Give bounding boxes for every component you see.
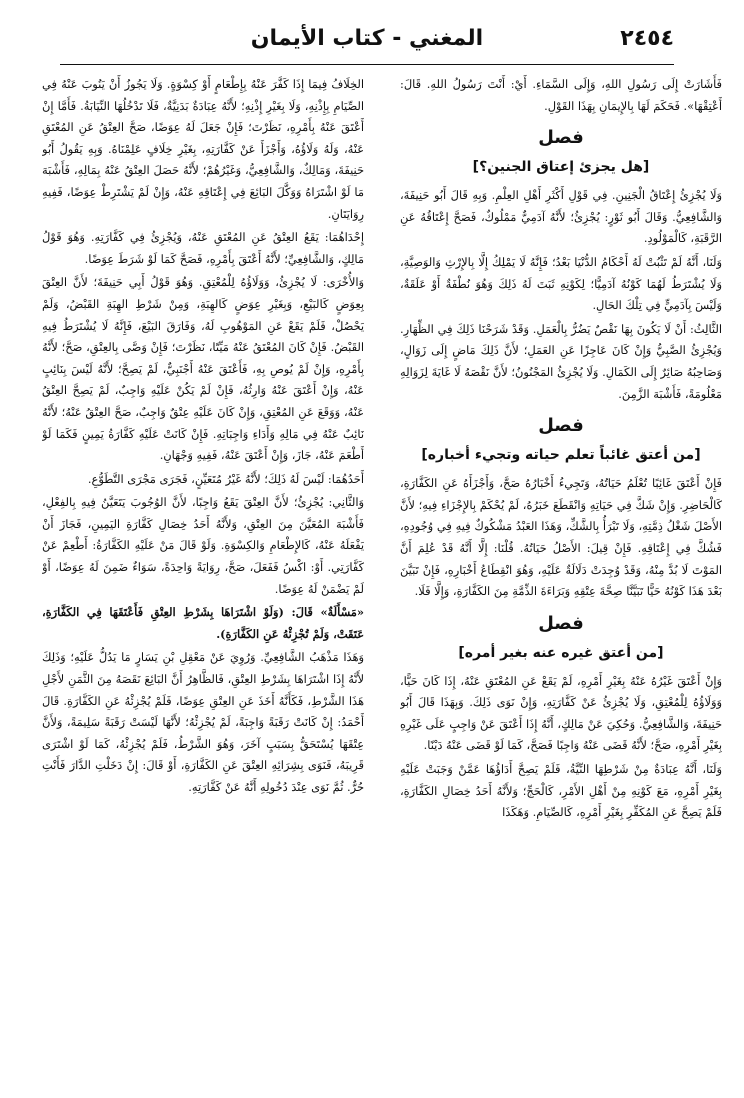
section-heading: فصل: [538, 415, 584, 437]
paragraph: وَالثَّانِي: يُجْزِئُ؛ لأَنَّ العِتْقَ يَقَعُ وَاجِبًا، لأَنَّ الوُجُوبَ يَتَعَيَّنُ فِيهِ بِالفِعْلِ، فَأَشْبَهَ المُعَيَّنَ مِنَ العِتْقِ، وَلأَنَّهُ أَحَدُ خِصَالِ كَفَّارَةِ اليَمِينِ، فَجَازَ أَنْ يَفْعَلَهُ عَنْهُ، كَالإِطْعَامِ وَالكِسْوَةِ. وَلَوْ قَالَ مَنْ عَلَيْهِ الكَفَّارَةُ: أَطْعِمْ عَنْ كَفَّارَتِي. أَوْ: اكْسُ فَفَعَلَ، صَحَّ، رِوَايَةً وَاحِدَةً، سَوَاءٌ ضَمِنَ لَهُ عِوَضًا، أَوْ لَمْ يَضْمَنْ لَهُ عِوَضًا.: [42, 495, 364, 596]
paragraph: إِحْدَاهُمَا: يَقَعُ العِتْقُ عَنِ المُعْتَقِ عَنْهُ، وَيُجْزِئُ فِي كَفَّارَتِهِ. وَهُوَ قَوْلُ مَالِكٍ، وَالشَّافِعِيِّ؛ لأَنَّهُ أَعْتَقَ بِأَمْرِهِ، فَصَحَّ كَمَا لَوْ شَرَطَ عِوَضًا.: [42, 230, 364, 266]
masala-heading: «مَسْأَلَةٌ» قَالَ: (وَلَوْ اشْتَرَاهَا بِشَرْطِ العِتْقِ فَأَعْتَقَهَا فِي الكَفَّارَةِ، عَتَقَتْ، وَلَمْ تُجْزِئْهُ عَنِ الكَفَّارَةِ).: [42, 605, 364, 641]
page-header: [60, 22, 674, 65]
paragraph: أَحَدُهُمَا: لَيْسَ لَهُ ذَلِكَ؛ لأَنَّهُ غَيْرُ مُتَعَيِّنٍ، فَجَرَى مَجْرَى التَّطَوُّعِ.: [87, 471, 364, 486]
section-title: [من أعتق غائباً تعلم حياته وتجيء أخباره]: [421, 447, 701, 464]
section-title: [من أعتق غيره عنه بغير أمره]: [458, 644, 664, 661]
running-head-title: المغني - كتاب الأيمان: [250, 26, 484, 51]
paragraph: فَإِنْ أَعْتَقَ غَائِبًا تُعْلَمُ حَيَاتُهُ، وَتَجِيءُ أَخْبَارُهُ صَحَّ، وَأَجْزَأَهُ عَنِ الكَفَّارَةِ، كَالْحَاضِرِ. وَإِنْ شَكَّ فِي حَيَاتِهِ وَانْقَطَعَ خَبَرُهُ، لَمْ يُحْكَمْ بِالإِجْزَاءِ فِيهِ؛ لأَنَّ الأَصْلَ شَغْلُ ذِمَّتِهِ، وَلَا تَبْرَأُ بِالشَّكِّ، وَهَذَا العَبْدُ مَشْكُوكٌ فِيهِ فِي وُجُودِهِ، فَشُكَّ فِي إِعْتَاقِهِ. فَإِنْ قِيلَ: الأَصْلُ حَيَاتُهُ. قُلْنَا: إِلَّا أَنَّهُ قَدْ عُلِمَ أَنَّ المَوْتَ لَا بُدَّ مِنْهُ، وَقَدْ وُجِدَتْ دَلَالَةٌ عَلَيْهِ، وَهُوَ انْقِطَاعُ أَخْبَارِهِ، فَإِنْ تَبَيَّنَ بَعْدَ هَذَا كَوْنُهُ حَيًّا تَبَيَّنَّا صِحَّةَ عِتْقِهِ وَبَرَاءَةَ الذِّمَّةِ مِنَ الكَفَّارَةِ، وَإِلَّا فَلَا.: [400, 476, 722, 599]
paragraph: الثَّالِثُ: أَنْ لَا يَكُونَ بِهَا نَقْصٌ يَضُرُّ بِالْعَمَلِ. وَقَدْ شَرَحْنَا ذَلِكَ فِي الظِّهَارِ. وَيُجْزِئُ الصَّبِيُّ وَإِنْ كَانَ عَاجِزًا عَنِ العَمَلِ؛ لأَنَّ ذَلِكَ مَاضٍ إِلَى زَوَالٍ، وَصَاحِبُهُ صَائِرٌ إِلَى الكَمَالِ. وَلَا يُجْزِئُ المَجْنُونُ؛ لأَنَّ نَقْصَهُ لَا غَايَةَ لِزَوَالِهِ مَعْلُومَةً، فَأَشْبَهَ الزَّمِنَ.: [400, 321, 722, 401]
page-number: ٢٤٥٤: [620, 26, 674, 51]
paragraph: وَلَنَا، أَنَّهُ لَمْ تَثْبُتْ لَهُ أَحْكَامُ الدُّنْيَا بَعْدُ؛ فَإِنَّهُ لَا يَمْلِكُ إِلَّا بِالإِرْثِ وَالوَصِيَّةِ، وَلَا يُشْتَرَطُ لَهُمَا كَوْنُهُ آدَمِيًّا؛ لِكَوْنِهِ ثَبَتَ لَهُ ذَلِكَ وَهُوَ نُطْفَةٌ أَوْ عَلَقَةٌ، وَلَيْسَ بِآدَمِيٍّ فِي تِلْكَ الحَالِ.: [400, 254, 722, 313]
paragraph: فَأَشَارَتْ إِلَى رَسُولِ اللهِ، وَإِلَى السَّمَاءِ. أَيْ: أَنْتَ رَسُولُ اللهِ. قَالَ: أَعْتِقْهَا». فَحَكَمَ لَهَا بِالإِيمَانِ بِهَذَا القَوْلِ.: [400, 77, 722, 113]
left-text-column: [42, 74, 364, 1074]
paragraph: وَهَذَا مَذْهَبُ الشَّافِعِيِّ. وَرُوِيَ عَنْ مَعْقِلِ بْنِ يَسَارٍ مَا يَدُلُّ عَلَيْهِ؛ وَذَلِكَ لأَنَّهُ إِذَا اشْتَرَاهَا بِشَرْطِ العِتْقِ، فَالظَّاهِرُ أَنَّ البَائِعَ نَقَصَهُ مِنَ الثَّمَنِ لأَجْلِ هَذَا الشَّرْطِ، فَكَأَنَّهُ أَخَذَ عَنِ العِتْقِ عِوَضًا، فَلَمْ يُجْزِئْهُ عَنِ الكَفَّارَةِ. قَالَ أَحْمَدُ: إِنْ كَانَتْ رَقَبَةً وَاجِبَةً، لَمْ يُجْزِئْهُ؛ لأَنَّهَا لَيْسَتْ رَقَبَةً سَلِيمَةً، وَلأَنَّ عِتْقَهَا يُسْتَحَقُّ بِسَبَبٍ آخَرَ، وَهُوَ الشَّرْطُ، فَلَمْ يُجْزِئْهُ، كَمَا لَوْ اشْتَرَى قَرِيبَهُ، فَنَوَى بِشِرَائِهِ العِتْقَ عَنِ الكَفَّارَةِ، أَوْ قَالَ: إِنْ دَخَلْتِ الدَّارَ فَأَنْتِ حُرٌّ. ثُمَّ نَوَى عِنْدَ دُخُولِهِ أَنَّهُ عَنْ كَفَّارَتِهِ.: [42, 650, 364, 794]
right-text-column: [400, 74, 722, 1074]
section-title: [هل يجزئ إعتاق الجنين؟]: [472, 159, 650, 176]
paragraph: وَالأُخْرَى: لَا يُجْزِئُ، وَوَلَاؤُهُ لِلْمُعْتِقِ. وَهُوَ قَوْلُ أَبِي حَنِيفَةَ؛ لأَنَّ العِتْقَ بِعِوَضٍ كَالبَيْعِ، وَبِغَيْرِ عِوَضٍ كَالهِبَةِ، وَمِنْ شَرْطِ الهِبَةِ القَبْضُ، وَلَمْ يَحْصُلْ، فَلَمْ يَقَعْ عَنِ المَوْهُوبِ لَهُ، وَفَارَقَ البَيْعَ، فَإِنَّهُ لَا يُشْتَرَطُ فِيهِ القَبْضُ. فَإِنْ كَانَ المُعْتَقُ عَنْهُ مَيِّتًا، نَظَرْتَ؛ فَإِنْ وَصَّى بِالعِتْقِ، صَحَّ؛ لأَنَّهُ بِأَمْرِهِ، وَإِنْ لَمْ يُوصِ بِهِ، فَأَعْتَقَ عَنْهُ أَجْنَبِيٌّ، لَمْ يَصِحَّ؛ لأَنَّهُ لَيْسَ بِنَائِبٍ عَنْهُ، وَإِنْ أَعْتَقَ عَنْهُ وَارِثُهُ، فَإِنْ لَمْ يَكُنْ عَلَيْهِ وَاجِبٌ، لَمْ يَصِحَّ العِتْقُ عَنْهُ، وَوَقَعَ عَنِ المُعْتِقِ، وَإِنْ كَانَ عَلَيْهِ عِتْقٌ وَاجِبٌ، صَحَّ العِتْقُ عَنْهُ؛ لأَنَّهُ نَائِبٌ عَنْهُ فِي مَالِهِ وَأَدَاءِ وَاجِبَاتِهِ. فَإِنْ كَانَتْ عَلَيْهِ كَفَّارَةُ يَمِينٍ فَكَمَا لَوْ أَطْعَمَ عَنْهُ، جَازَ، وَإِنْ أَعْتَقَ عَنْهُ، فَفِيهِ وَجْهَانِ.: [42, 275, 364, 463]
paragraph: وَإِنْ أَعْتَقَ غَيْرُهُ عَنْهُ بِغَيْرِ أَمْرِهِ، لَمْ يَقَعْ عَنِ المُعْتَقِ عَنْهُ، إِذَا كَانَ حَيًّا، وَوَلَاؤُهُ لِلْمُعْتِقِ، وَلَا يُجْزِئُ عَنْ كَفَّارَتِهِ، وَإِنْ نَوَى ذَلِكَ. وَبِهَذَا قَالَ أَبُو حَنِيفَةَ، وَالشَّافِعِيُّ. وَحُكِيَ عَنْ مَالِكٍ، أَنَّهُ إِذَا أَعْتَقَ عَنْ وَاجِبٍ عَلَى غَيْرِهِ بِغَيْرِ أَمْرِهِ، صَحَّ؛ لأَنَّهُ قَضَى عَنْهُ وَاجِبًا فَصَحَّ، كَمَا لَوْ قَضَى عَنْهُ دَيْنًا.: [400, 673, 722, 753]
paragraph: الخِلَافُ فِيمَا إِذَا كَفَّرَ عَنْهُ بِإِطْعَامٍ أَوْ كِسْوَةٍ. وَلَا يَجُوزُ أَنْ يَنُوبَ عَنْهُ فِي الصِّيَامِ بِإِذْنِهِ، وَلَا بِغَيْرِ إِذْنِهِ؛ لأَنَّهُ عِبَادَةٌ بَدَنِيَّةٌ، فَلَا تَدْخُلُهَا النِّيَابَةُ. فَأَمَّا إِنْ أَعْتَقَ عَنْهُ بِأَمْرِهِ، نَظَرْتَ؛ فَإِنْ جَعَلَ لَهُ عِوَضًا، صَحَّ العِتْقُ عَنِ المُعْتَقِ عَنْهُ، وَلَهُ وَلَاؤُهُ، وَأَجْزَأَ عَنْ كَفَّارَتِهِ، بِغَيْرِ خِلَافٍ عَلِمْنَاهُ. وَبِهِ يَقُولُ أَبُو حَنِيفَةَ، وَمَالِكٌ، وَالشَّافِعِيُّ، وَغَيْرُهُمْ؛ لأَنَّهُ حَصَلَ العِتْقُ عَنْهُ بِمَالِهِ، فَأَشْبَهَ مَا لَوْ اشْتَرَاهُ وَوَكَّلَ البَائِعَ فِي إِعْتَاقِهِ عَنْهُ، وَإِنْ لَمْ يَشْتَرِطْ عِوَضًا، فَفِيهِ رِوَايَتَانِ.: [42, 77, 364, 221]
paragraph: وَلَا يُجْزِئُ إِعْتَاقُ الْجَنِينِ. فِي قَوْلِ أَكْثَرِ أَهْلِ العِلْمِ. وَبِهِ قَالَ أَبُو حَنِيفَةَ، وَالشَّافِعِيُّ. وَقَالَ أَبُو ثَوْرٍ: يُجْزِئُ؛ لأَنَّهُ آدَمِيٌّ مَمْلُوكٌ، فَصَحَّ إِعْتَاقُهُ عَنِ الرَّقَبَةِ، كَالْمَوْلُودِ.: [400, 188, 722, 246]
section-heading: فصل: [538, 612, 584, 634]
section-heading: فصل: [538, 127, 584, 149]
paragraph: وَلَنَا، أَنَّهُ عِبَادَةٌ مِنْ شَرْطِهَا النِّيَّةُ، فَلَمْ يَصِحَّ أَدَاؤُهَا عَمَّنْ وَجَبَتْ عَلَيْهِ بِغَيْرِ أَمْرِهِ، مَعَ كَوْنِهِ مِنْ أَهْلِ الأَمْرِ، كَالْحَجِّ؛ وَلأَنَّهُ أَحَدُ خِصَالِ الكَفَّارَةِ، فَلَمْ يَصِحَّ عَنِ المُكَفِّرِ بِغَيْرِ أَمْرِهِ، كَالصِّيَامِ. وَهَكَذَا: [400, 762, 722, 820]
